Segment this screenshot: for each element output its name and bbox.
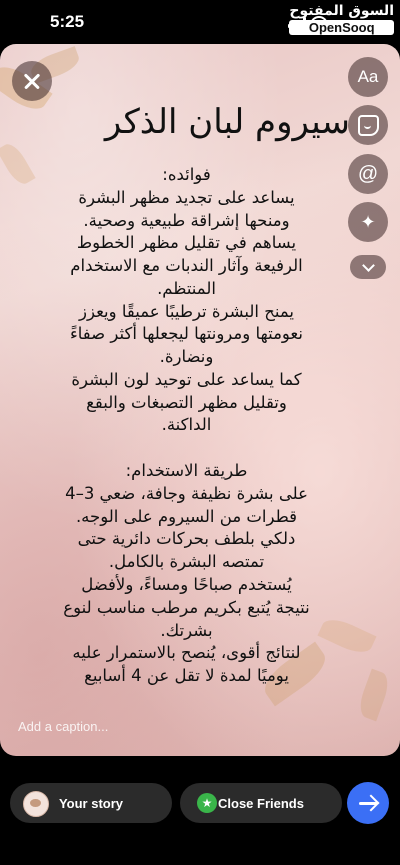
body-line: وتقليل مظهر التصبغات والبقع — [86, 392, 287, 412]
body-line: لنتائج أقوى، يُنصح بالاستمرار عليه — [72, 643, 301, 663]
body-line: المنتظم. — [157, 278, 216, 298]
close-friends-label: Close Friends — [218, 795, 304, 811]
body-line: يمنح البشرة ترطيبًا عميقًا ويعزز — [79, 301, 294, 321]
body-line: نتيجة يُتبع بكريم مرطب مناسب لنوع — [63, 597, 310, 617]
body-line: على بشرة نظيفة وجافة، ضعي 3–4 — [65, 483, 308, 503]
body-line: يُستخدم صباحًا ومساءً، ولأفضل — [81, 575, 292, 595]
effects-tool-button[interactable]: ✦ — [348, 202, 388, 242]
body-line: ونضارة. — [159, 347, 214, 367]
body-line: فوائده: — [162, 165, 211, 184]
opensooq-watermark — [289, 4, 394, 35]
body-spacer — [14, 437, 359, 460]
body-line: الداكنة. — [161, 415, 212, 435]
your-story-button[interactable] — [10, 783, 172, 823]
story-title: سيروم لبان الذكر — [104, 102, 350, 142]
body-line: طريقة الاستخدام: — [125, 461, 248, 481]
body-line: ومنحها إشراقة طبيعية وصحية. — [83, 210, 290, 230]
sticker-icon — [358, 115, 379, 136]
sticker-tool-button[interactable] — [348, 105, 388, 145]
body-line: بشرتك. — [160, 620, 213, 640]
story-body-text — [14, 164, 359, 688]
status-time: 5:25 — [50, 12, 85, 31]
text-tool-button[interactable]: Aa — [348, 57, 388, 97]
mention-tool-button[interactable]: @ — [348, 154, 388, 194]
gold-leaf-decoration — [355, 669, 392, 722]
body-line: قطرات من السيروم على الوجه. — [75, 506, 298, 526]
chevron-down-icon — [362, 259, 375, 272]
story-canvas — [0, 44, 400, 756]
body-line: يوميًا لمدة لا تقل عن 4 أسابيع — [84, 666, 289, 686]
body-line: كما يساعد على توحيد لون البشرة — [71, 369, 302, 389]
body-line: الرفيعة وآثار الندبات مع الاستخدام — [70, 256, 303, 276]
star-icon: ★ — [197, 793, 217, 813]
body-line: تمتصه البشرة بالكامل. — [108, 552, 265, 572]
send-button[interactable] — [347, 782, 389, 824]
caption-input[interactable]: Add a caption... — [18, 719, 109, 734]
body-line: نعومتها ومرونتها ليجعلها أكثر صفاءً — [70, 324, 303, 344]
share-bar — [0, 760, 400, 865]
body-line: دلكي بلطف بحركات دائرية حتى — [77, 529, 296, 549]
status-bar — [0, 0, 400, 44]
body-line: يساعد على تجديد مظهر البشرة — [78, 187, 295, 207]
watermark-english: OpenSooq — [289, 20, 394, 36]
close-friends-button[interactable] — [180, 783, 342, 823]
your-story-label: Your story — [58, 795, 124, 811]
close-button[interactable] — [12, 61, 52, 101]
body-line: يساهم في تقليل مظهر الخطوط — [76, 233, 297, 253]
watermark-arabic: السوق المفتوح — [289, 3, 394, 19]
